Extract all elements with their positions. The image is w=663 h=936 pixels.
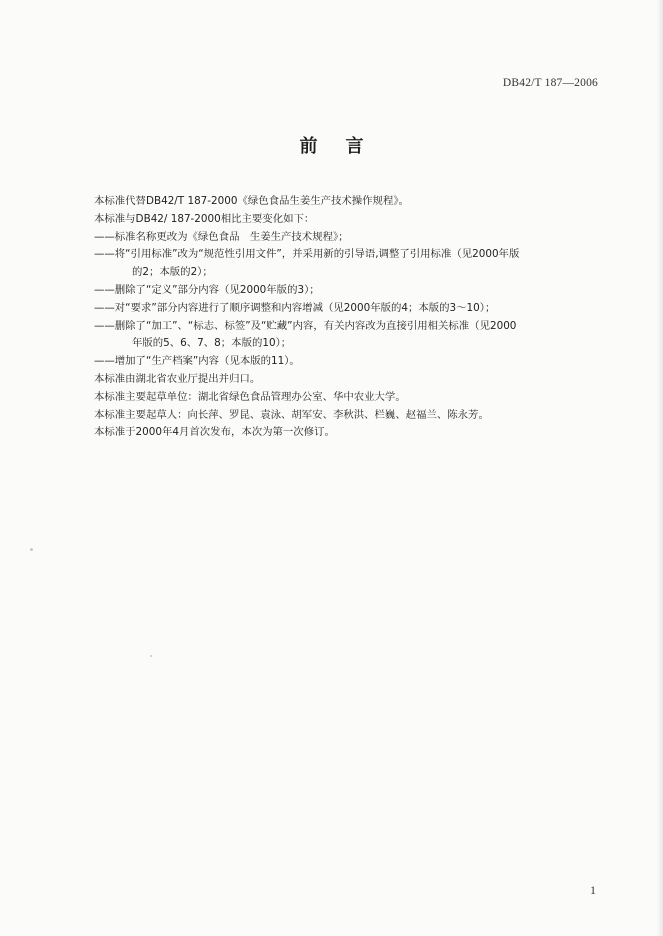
paragraph-line: ——对“要求”部分内容进行了顺序调整和内容增减（见2000年版的4；本版的3～10）；	[94, 301, 496, 314]
paragraph-line: ——删除了“定义”部分内容（见2000年版的3）；	[94, 283, 320, 296]
paragraph-line: 本标准主要起草单位：湖北省绿色食品管理办公室、华中农业大学。	[94, 390, 406, 403]
paragraph-line: 本标准主要起草人：向长萍、罗昆、袁泳、胡军安、李秋洪、栏巍、赵福兰、陈永芳。	[94, 408, 489, 421]
foreword-body	[94, 193, 614, 442]
paragraph-line: 本标准于2000年4月首次发布，本次为第一次修订。	[94, 426, 335, 439]
page-edge-shadow	[656, 0, 662, 936]
paragraph-line: ——删除了“加工”、“标志、标签”及“贮藏”内容，有关内容改为直接引用相关标准（见2000	[94, 319, 517, 332]
document-code: DB42/T 187—2006	[502, 77, 598, 89]
paragraph-line: 本标准由湖北省农业厅提出并归口。	[94, 372, 261, 385]
paragraph-continuation-line: 年版的5、6、7、8；本版的10）；	[132, 337, 292, 350]
paragraph-continuation-line: 的2；本版的2）；	[132, 266, 213, 279]
page-title: 前言	[299, 136, 392, 157]
paragraph-line: ——增加了“生产档案”内容（见本版的11）。	[94, 355, 300, 368]
paragraph-line: 本标准代替DB42/T 187-2000《绿色食品生姜生产技术操作规程》。	[94, 195, 409, 207]
scan-speck	[150, 655, 152, 657]
paragraph-line: 本标准与DB42/ 187-2000相比主要变化如下：	[94, 212, 315, 225]
scan-speck	[30, 548, 33, 551]
paragraph-line: ——将“引用标准”改为“规范性引用文件”，并采用新的引导语,调整了引用标准（见2000年版	[94, 248, 520, 261]
paragraph-line: ——标准名称更改为《绿色食品 生姜生产技术规程》；	[94, 230, 349, 243]
page-number: 1	[590, 883, 596, 897]
